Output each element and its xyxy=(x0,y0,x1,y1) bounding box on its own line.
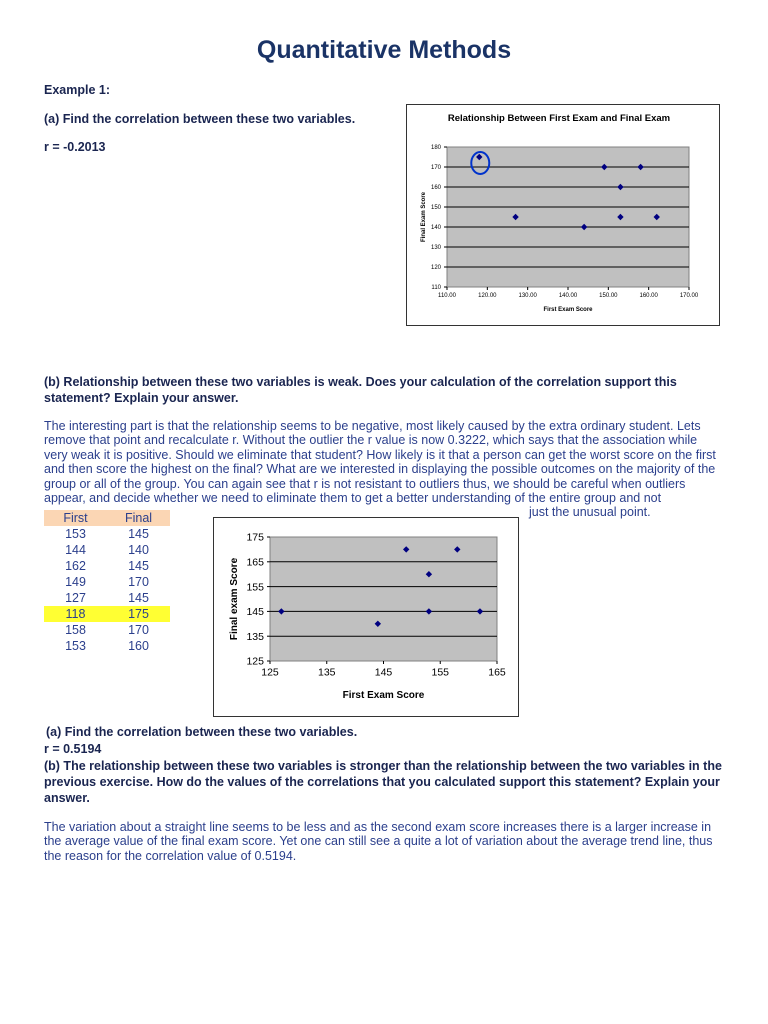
table-row xyxy=(44,574,170,590)
explanation-paragraph-1-tail: just the unusual point. xyxy=(529,505,651,519)
table-row xyxy=(44,526,170,542)
cell-final: 145 xyxy=(128,591,149,605)
x-tick-label: 125 xyxy=(261,666,279,679)
cell-final: 175 xyxy=(107,606,170,622)
data-table xyxy=(44,510,170,654)
cell-final: 140 xyxy=(128,543,149,557)
table-row xyxy=(44,622,170,638)
y-tick-label: 145 xyxy=(246,606,264,619)
cell-first: 144 xyxy=(65,543,86,557)
table-header-row xyxy=(44,510,170,526)
table-row xyxy=(44,638,170,654)
question-a-1: (a) Find the correlation between these two variables. xyxy=(44,112,356,126)
chart-1 xyxy=(407,105,719,325)
explanation-paragraph-1: The interesting part is that the relationship seems to be negative, most likely caused by the extra ordinary student. Lets remove that point and recalculate r. Without the outlier the r value is now 0.3222, which says that the association while very weak it is positive. Should we eliminate that student? How likely is it that a person can get the worst score on the first and then score the highest on the final? What are we interested in displaying the possible outcomes on the majority of the group or all of the group. You can again see that r is not resistant to outliers thus, we should be careful when outliers appear, and decide whether we need to eliminate them to get a better understanding of the entire group and not xyxy=(44,419,716,506)
x-tick-label: 165 xyxy=(488,666,506,679)
plot-area xyxy=(270,537,497,661)
x-tick-label: 170.00 xyxy=(679,293,699,299)
cell-first: 153 xyxy=(65,639,86,653)
table-row-highlighted xyxy=(44,606,170,622)
x-axis-label: First Exam Score xyxy=(342,690,425,701)
cell-first: 158 xyxy=(65,623,86,637)
cell-first: 127 xyxy=(65,591,86,605)
example-label: Example 1: xyxy=(44,83,111,97)
x-axis-label: First Exam Score xyxy=(543,307,593,313)
table-row xyxy=(44,542,170,558)
x-tick-label: 155 xyxy=(431,666,450,679)
table-row xyxy=(44,558,170,574)
cell-final: 170 xyxy=(128,575,149,589)
chart-2 xyxy=(214,518,518,716)
x-tick-label: 160.00 xyxy=(639,293,658,299)
y-tick-label: 180 xyxy=(430,145,441,152)
x-tick-label: 130.00 xyxy=(518,293,537,299)
x-tick-label: 150.00 xyxy=(599,293,618,299)
question-a-2: (a) Find the correlation between these two variables. xyxy=(46,725,358,739)
cell-final: 145 xyxy=(128,527,149,541)
y-tick-label: 150 xyxy=(430,205,441,212)
y-tick-label: 140 xyxy=(430,225,441,232)
cell-final: 160 xyxy=(128,639,149,653)
chart-1-frame xyxy=(406,104,720,326)
column-header-first: First xyxy=(44,510,107,526)
plot-area xyxy=(447,147,689,287)
x-tick-label: 135 xyxy=(317,666,336,679)
page-title: Quantitative Methods xyxy=(256,36,512,64)
x-tick-label: 145 xyxy=(374,666,393,679)
chart-title: Relationship Between First Exam and Final Exam xyxy=(447,113,671,124)
cell-first: 162 xyxy=(65,559,86,573)
y-tick-label: 155 xyxy=(246,581,264,594)
correlation-result-2: r = 0.5194 xyxy=(44,742,102,756)
y-tick-label: 135 xyxy=(246,630,264,643)
y-tick-label: 170 xyxy=(430,165,441,172)
question-b-1: (b) Relationship between these two variables is weak. Does your calculation of the correlation support this statement? Explain your answer. xyxy=(44,375,677,405)
y-axis-label: Final exam Score xyxy=(229,557,240,641)
y-tick-label: 130 xyxy=(430,245,441,252)
column-header-final: Final xyxy=(107,510,170,526)
explanation-paragraph-2: The variation about a straight line seems to be less and as the second exam score increases there is a larger increase in the average value of the final exam score. Yet one can still see a quite a lot of variation about the average trend line, thus the reason for the correlation value of 0.5194. xyxy=(44,820,713,863)
y-tick-label: 120 xyxy=(430,265,441,272)
table-row xyxy=(44,590,170,606)
question-b-2: (b) The relationship between these two variables is stronger than the relationship between the two variables in the previous exercise. How do the values of the correlations that you calculated support this statement? Explain your answer. xyxy=(44,759,722,805)
cell-final: 170 xyxy=(128,623,149,637)
y-tick-label: 125 xyxy=(246,655,264,668)
cell-final: 145 xyxy=(128,559,149,573)
y-tick-label: 175 xyxy=(246,531,264,544)
correlation-result-1: r = -0.2013 xyxy=(44,140,106,154)
y-tick-label: 110 xyxy=(431,285,441,292)
y-axis-label: Final Exam Score xyxy=(421,191,427,243)
x-tick-label: 140.00 xyxy=(558,293,578,299)
cell-first: 153 xyxy=(65,527,86,541)
y-tick-label: 160 xyxy=(430,185,441,192)
cell-first: 118 xyxy=(44,606,107,622)
x-tick-label: 120.00 xyxy=(478,293,497,299)
cell-first: 149 xyxy=(65,575,86,589)
chart-2-frame xyxy=(213,517,519,717)
y-tick-label: 165 xyxy=(246,556,264,569)
x-tick-label: 110.00 xyxy=(438,293,456,299)
